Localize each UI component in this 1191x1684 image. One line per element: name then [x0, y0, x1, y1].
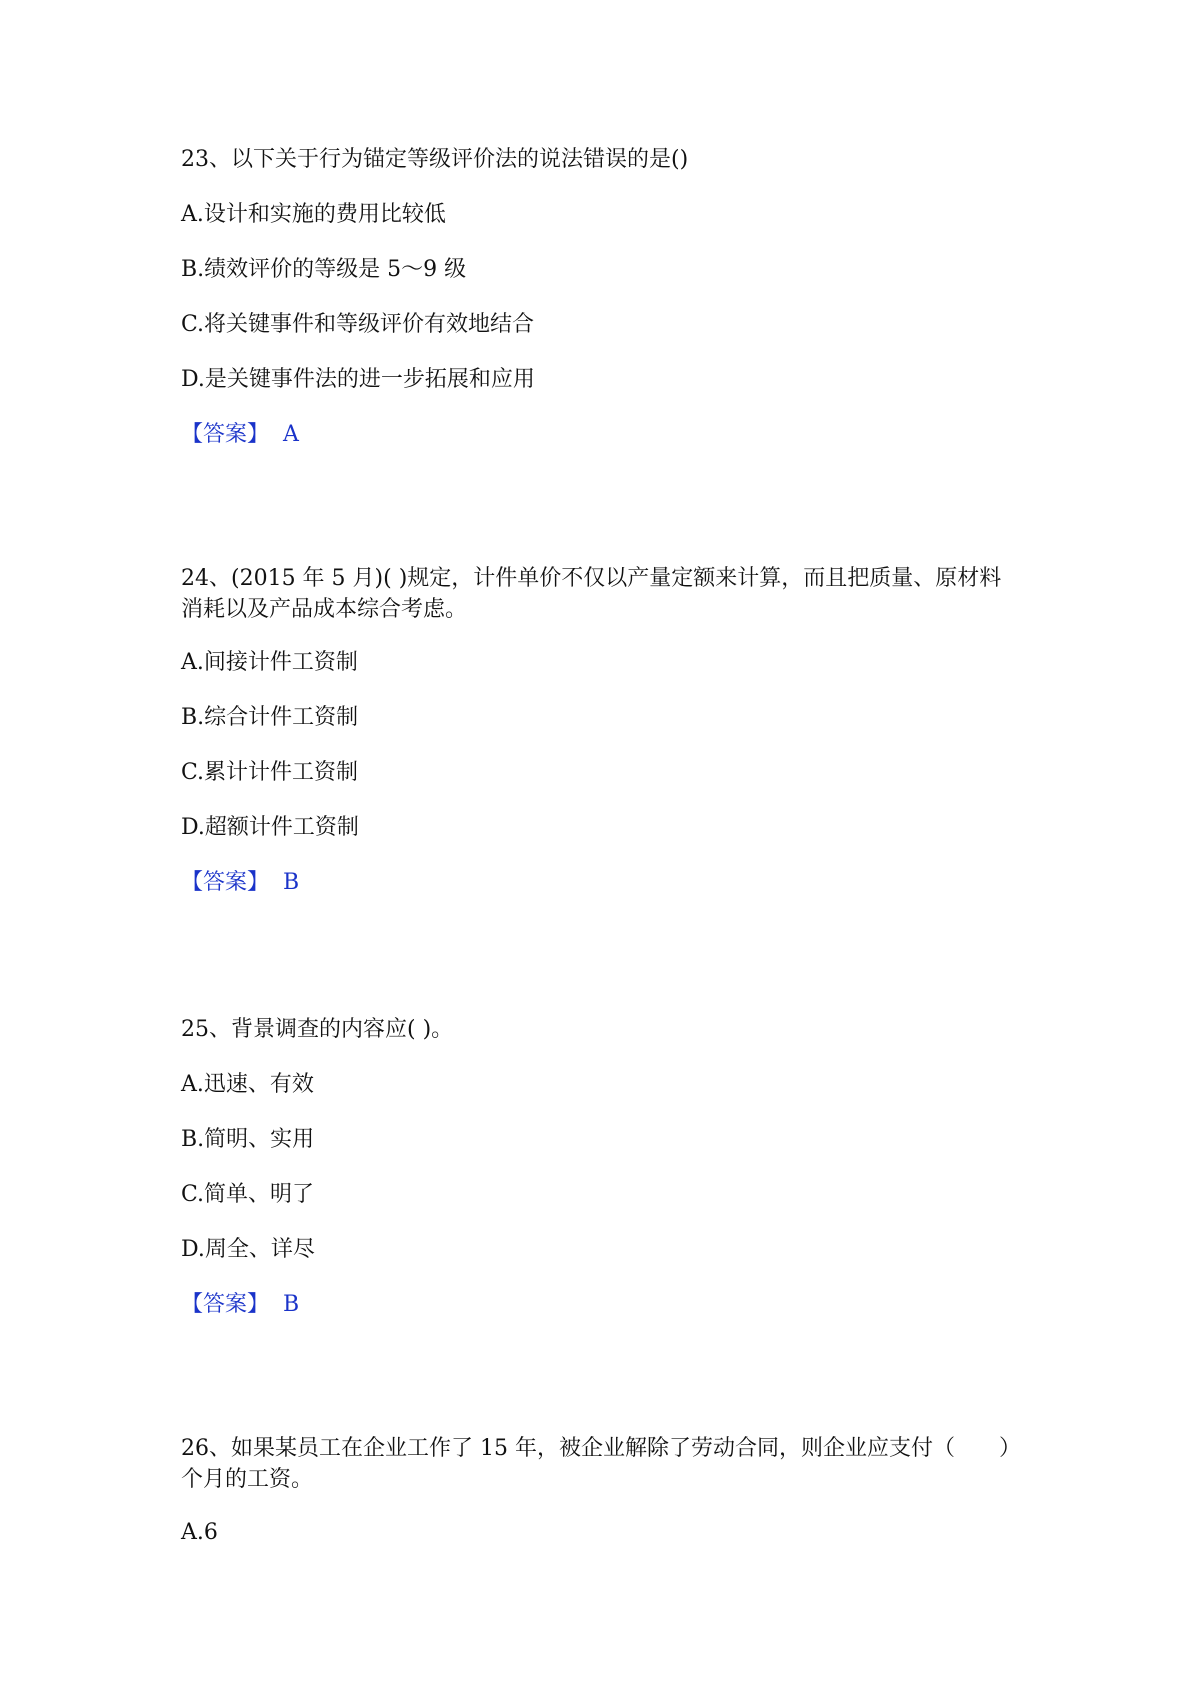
- question-24: [181, 563, 1011, 900]
- answer-value: A: [283, 422, 299, 447]
- answer-line: [181, 866, 1011, 900]
- question-stem: 25、背景调查的内容应( )。: [181, 1017, 454, 1042]
- answer-label: 【答案】: [181, 1292, 270, 1317]
- answer-line: [181, 1288, 1011, 1322]
- option-d: D.周全、详尽: [181, 1237, 315, 1262]
- question-25: [181, 1013, 1011, 1322]
- option-d: D.是关键事件法的进一步拓展和应用: [181, 367, 535, 392]
- answer-value: B: [283, 1292, 300, 1317]
- option-a: A.设计和实施的费用比较低: [181, 202, 446, 227]
- answer-label: 【答案】: [181, 422, 270, 447]
- question-stem: 24、(2015 年 5 月)( )规定，计件单价不仅以产量定额来计算，而且把质量、原材料消耗以及产品成本综合考虑。: [181, 566, 1002, 622]
- option-a: A.迅速、有效: [181, 1072, 314, 1097]
- question-26: [181, 1433, 1011, 1550]
- option-b: B.综合计件工资制: [181, 705, 359, 730]
- option-b: B.绩效评价的等级是 5～9 级: [181, 257, 467, 282]
- question-23: [181, 143, 1011, 452]
- answer-value: B: [283, 870, 300, 895]
- option-a: A.间接计件工资制: [181, 650, 358, 675]
- question-stem: 26、如果某员工在企业工作了 15 年，被企业解除了劳动合同，则企业应支付（ ）个月的工资。: [181, 1436, 1010, 1492]
- option-d: D.超额计件工资制: [181, 815, 359, 840]
- answer-line: [181, 418, 1011, 452]
- option-a: A.6: [181, 1520, 218, 1545]
- answer-label: 【答案】: [181, 870, 270, 895]
- option-c: C.将关键事件和等级评价有效地结合: [181, 312, 535, 337]
- option-c: C.累计计件工资制: [181, 760, 359, 785]
- option-c: C.简单、明了: [181, 1182, 315, 1207]
- option-b: B.简明、实用: [181, 1127, 315, 1152]
- question-stem: 23、以下关于行为锚定等级评价法的说法错误的是(): [181, 147, 689, 172]
